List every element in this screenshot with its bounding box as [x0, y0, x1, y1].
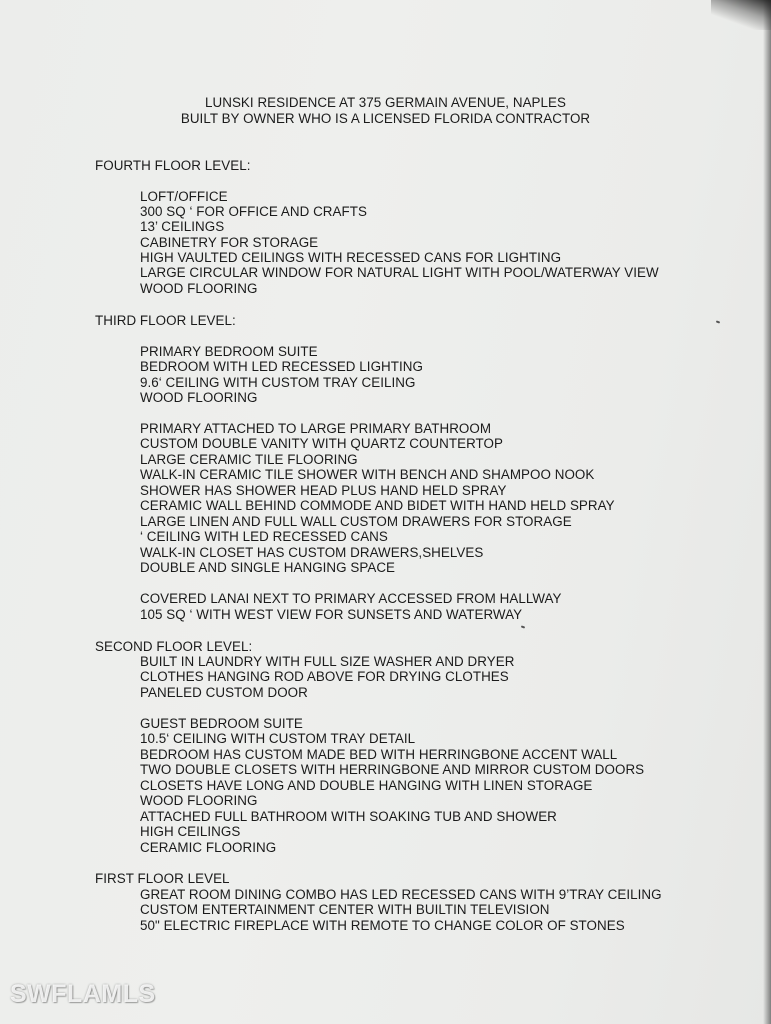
page-edge-shadow	[763, 0, 771, 1024]
list-item: COVERED LANAI NEXT TO PRIMARY ACCESSED FROM HALLWAY	[140, 591, 562, 606]
list-item: BUILT IN LAUNDRY WITH FULL SIZE WASHER AND DRYER	[140, 654, 515, 669]
list-item: LARGE LINEN AND FULL WALL CUSTOM DRAWERS FOR STORAGE	[140, 514, 572, 529]
title-line-2: BUILT BY OWNER WHO IS A LICENSED FLORIDA CONTRACTOR	[180, 111, 591, 126]
list-item: SHOWER HAS SHOWER HEAD PLUS HAND HELD SPRAY	[140, 483, 507, 498]
section-heading-first-floor: FIRST FLOOR LEVEL	[95, 871, 230, 886]
paper-speck	[716, 320, 720, 323]
watermark-logo: SWFLAMLS	[10, 980, 156, 1008]
list-item: GREAT ROOM DINING COMBO HAS LED RECESSED CANS WITH 9’TRAY CEILING	[140, 887, 662, 902]
list-item: CABINETRY FOR STORAGE	[140, 235, 319, 250]
list-item: GUEST BEDROOM SUITE	[140, 716, 303, 731]
list-item: ‘ CEILING WITH LED RECESSED CANS	[140, 529, 388, 544]
list-item: TWO DOUBLE CLOSETS WITH HERRINGBONE AND MIRROR CUSTOM DOORS	[140, 762, 645, 777]
list-item: CUSTOM ENTERTAINMENT CENTER WITH BUILTIN TELEVISION	[140, 902, 550, 917]
section-heading-second-floor: SECOND FLOOR LEVEL:	[95, 639, 253, 654]
list-item: PRIMARY ATTACHED TO LARGE PRIMARY BATHROOM	[140, 421, 492, 436]
section-heading-fourth-floor: FOURTH FLOOR LEVEL:	[95, 158, 251, 173]
paper-speck	[521, 625, 525, 628]
list-item: WALK-IN CLOSET HAS CUSTOM DRAWERS,SHELVES	[140, 545, 484, 560]
list-item: 10.5‘ CEILING WITH CUSTOM TRAY DETAIL	[140, 731, 416, 746]
list-item: WOOD FLOORING	[140, 390, 258, 405]
list-item: DOUBLE AND SINGLE HANGING SPACE	[140, 560, 396, 575]
list-item: WOOD FLOORING	[140, 793, 258, 808]
list-item: PANELED CUSTOM DOOR	[140, 685, 308, 700]
list-item: LOFT/OFFICE	[140, 189, 228, 204]
list-item: CLOSETS HAVE LONG AND DOUBLE HANGING WITH LINEN STORAGE	[140, 778, 593, 793]
list-item: PRIMARY BEDROOM SUITE	[140, 344, 318, 359]
list-item: BEDROOM WITH LED RECESSED LIGHTING	[140, 359, 423, 374]
list-item: 50" ELECTRIC FIREPLACE WITH REMOTE TO CHANGE COLOR OF STONES	[140, 918, 625, 933]
list-item: HIGH VAULTED CEILINGS WITH RECESSED CANS FOR LIGHTING	[140, 250, 562, 265]
section-heading-third-floor: THIRD FLOOR LEVEL:	[95, 313, 236, 328]
list-item: CUSTOM DOUBLE VANITY WITH QUARTZ COUNTERTOP	[140, 436, 503, 451]
list-item: LARGE CERAMIC TILE FLOORING	[140, 452, 358, 467]
list-item: 9.6‘ CEILING WITH CUSTOM TRAY CEILING	[140, 375, 416, 390]
list-item: 105 SQ ‘ WITH WEST VIEW FOR SUNSETS AND WATERWAY	[140, 607, 523, 622]
page-corner-shadow	[711, 0, 771, 30]
list-item: ATTACHED FULL BATHROOM WITH SOAKING TUB AND SHOWER	[140, 809, 557, 824]
list-item: CERAMIC WALL BEHIND COMMODE AND BIDET WITH HAND HELD SPRAY	[140, 498, 615, 513]
list-item: CLOTHES HANGING ROD ABOVE FOR DRYING CLOTHES	[140, 669, 509, 684]
list-item: CERAMIC FLOORING	[140, 840, 277, 855]
list-item: 13’ CEILINGS	[140, 219, 225, 234]
list-item: BEDROOM HAS CUSTOM MADE BED WITH HERRINGBONE ACCENT WALL	[140, 747, 618, 762]
list-item: 300 SQ ‘ FOR OFFICE AND CRAFTS	[140, 204, 367, 219]
list-item: WOOD FLOORING	[140, 281, 258, 296]
list-item: LARGE CIRCULAR WINDOW FOR NATURAL LIGHT WITH POOL/WATERWAY VIEW	[140, 265, 659, 280]
list-item: HIGH CEILINGS	[140, 824, 241, 839]
title-line-1: LUNSKI RESIDENCE AT 375 GERMAIN AVENUE, NAPLES	[205, 95, 566, 110]
list-item: WALK-IN CERAMIC TILE SHOWER WITH BENCH AND SHAMPOO NOOK	[140, 467, 595, 482]
